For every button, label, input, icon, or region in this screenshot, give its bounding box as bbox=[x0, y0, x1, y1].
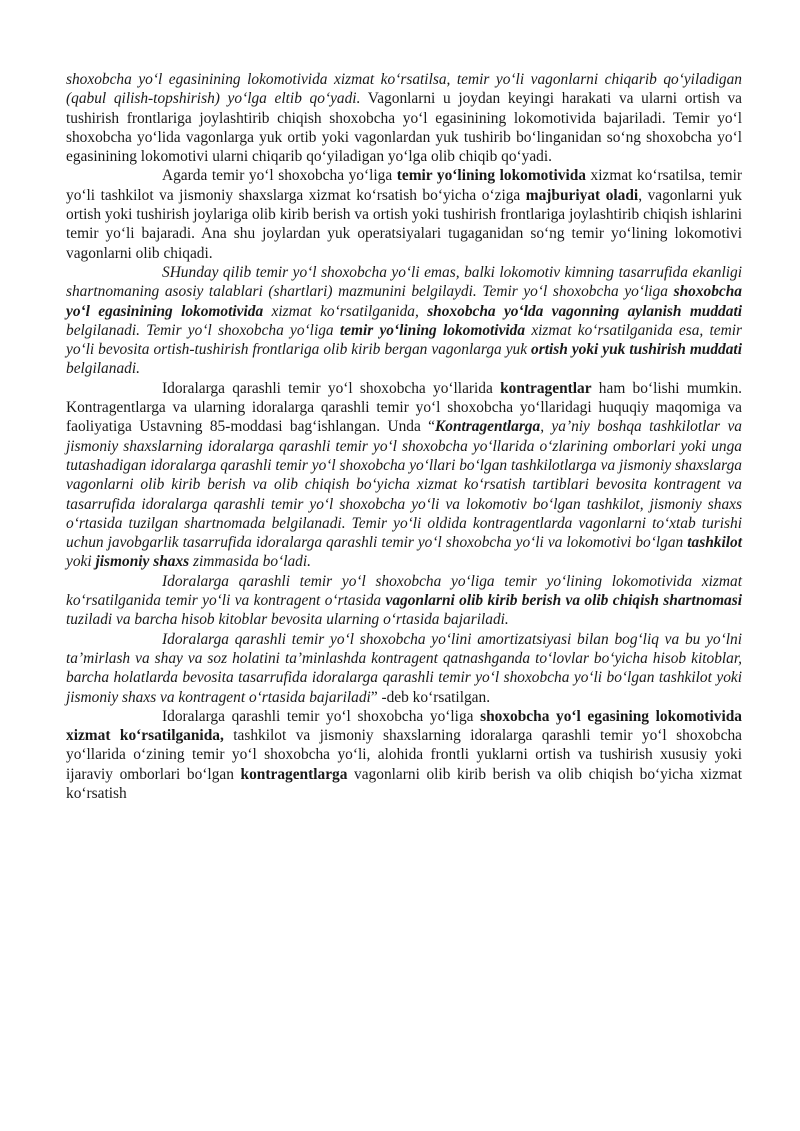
text-run: ham bo‘lishi mumkin. Kontragentlarga va ularning idoralarga qarashli temir yo‘l shoxobcha yo‘llaridagi huquqiy maqomiga va faoliyatiga Ustavning 85-moddasi bag‘ishlangan. Unda “ bbox=[66, 379, 742, 436]
text-run: tuziladi va barcha hisob kitoblar bevosita ularning o‘rtasida bajariladi. bbox=[66, 611, 509, 629]
text-run: SHunday qilib temir yo‘l shoxobcha yo‘li emas, balki lokomotiv kimning tasarrufida ekanligi shartnomaning asosiy talablari (shartlari) mazmunini belgilaydi. Temir yo‘l shoxobcha yo‘liga bbox=[66, 263, 742, 301]
text-run: vagonlarni olib kirib berish va olib chiqish shartnomasi bbox=[385, 592, 743, 610]
text-run: shoxobcha yo‘l egasining lokomotivida xizmat ko‘rsatilganida, bbox=[66, 707, 742, 745]
text-run: ortish yoki yuk tushirish muddati bbox=[531, 341, 742, 359]
text-run: Kontragentlarga bbox=[435, 418, 541, 436]
text-run: Idoralarga qarashli temir yo‘l shoxobcha yo‘lini amortizatsiyasi bilan bog‘liq va bu yo‘lni ta’mirlash va shay va soz holatini ta’minlashda kontragent qatnashganda to‘lovlar bo‘yicha hisob kitoblar, barcha holatlarda bevosita tasarrufida idoralarga qarashli temir yo‘l shoxobcha yo‘li bo‘lgan tashkilot yoki jismoniy shaxs va kontragent o‘rtasida bajariladi bbox=[66, 630, 742, 706]
paragraph-7 bbox=[66, 707, 742, 803]
text-run: temir yo‘lining lokomotivida bbox=[396, 167, 586, 185]
text-run: ” -deb ko‘rsatilgan. bbox=[370, 688, 491, 706]
text-run: Vagonlarni u joydan keyingi harakati va ularni ortish va tushirish frontlariga joylashtirib chiqish shoxobcha yo‘l egasinining lokomotivida bajariladi. Temir yo‘l shoxobcha yo‘lida vagonlarga yuk ortib yoki vagonlardan yuk tushirib bo‘linganidan so‘ng shoxobcha yo‘l egasinining lokomotivi ularni chiqarib qo‘yiladigan yo‘lga olib chiqib qo‘yadi. bbox=[66, 90, 742, 166]
text-run: tashkilot va jismoniy shaxslarning idoralarga qarashli temir yo‘l shoxobcha yo‘llarida o‘zining temir yo‘l shoxobcha yo‘li, alohida frontli yuklarni ortish va tushirish xususiy yoki ijaraviy omborlari bo‘lgan bbox=[66, 727, 742, 783]
text-run: belgilanadi. Temir yo‘l shoxobcha yo‘liga bbox=[66, 321, 340, 339]
text-run: kontragentlarga bbox=[240, 765, 348, 783]
text-run: xizmat ko‘rsatilganida esa, temir yo‘li bevosita ortish-tushirish frontlariga olib kirib bergan vagonlarga yuk bbox=[66, 321, 742, 359]
text-run: belgilanadi. bbox=[66, 360, 140, 378]
text-run: temir yo‘lining lokomotivida bbox=[339, 321, 526, 339]
text-run: , vagonlarni yuk ortish yoki tushirish joylariga olib kirib berish va ortish yoki tushirish frontlariga joylashtirib chiqish ishlarini temir yo‘li bajaradi. Ana shu joylardan yuk operatsiyalari tugaganidan so‘ng temir yo‘lining lokomotivi vagonlarni olib chiqadi. bbox=[66, 186, 743, 262]
paragraph-5 bbox=[66, 572, 742, 630]
text-run: xizmat ko‘rsatilsa, temir yo‘li tashkilot va jismoniy shaxslarga xizmat ko‘rsatish bo‘yicha o‘ziga bbox=[66, 167, 742, 204]
text-run: shoxobcha yo‘lda vagonning aylanish muddati bbox=[427, 302, 742, 320]
document-page bbox=[66, 70, 742, 803]
paragraph-2 bbox=[66, 166, 742, 262]
text-run: jismoniy shaxs bbox=[95, 553, 190, 571]
text-run: zimmasida bo‘ladi. bbox=[189, 553, 311, 571]
text-run: shoxobcha yo‘l egasinining lokomotivida bbox=[66, 283, 742, 320]
text-run: shoxobcha yo‘l egasinining lokomotivida xizmat ko‘rsatilsa, temir yo‘li vagonlarni chiqarib qo‘yiladigan (qabul qilish-topshirish) yo‘lga eltib qo‘yadi. bbox=[66, 71, 742, 108]
paragraph-1 bbox=[66, 70, 742, 166]
paragraph-4 bbox=[66, 379, 742, 572]
text-run: tashkilot bbox=[687, 534, 742, 552]
text-run: Idoralarga qarashli temir yo‘l shoxobcha yo‘liga temir yo‘lining lokomotivida xizmat ko‘rsatilganida temir yo‘li va kontragent o‘rtasida bbox=[66, 572, 742, 610]
text-run: , ya’niy boshqa tashkilotlar va jismoniy shaxslarning idoralarga qarashli temir yo‘l shoxobcha yo‘llarida o‘zlarining omborlari yoki unga tutashadigan idoralarga qarashli temir yo‘l shoxobcha yo‘llari bo‘lgan tashkilotlarga va jismoniy shaxslarga vagonlarni olib kirib berish va olib chiqish bo‘yicha xizmat ko‘rsatish tartiblari bevosita kontragent va tasarrufida idoralarga qarashli temir yo‘l shoxobcha yo‘li va lokomotiv bo‘lgan tashkilot, jismoniy shaxs o‘rtasida tuzilgan shartnomada belgilanadi. Temir yo‘li oldida kontragentlarda vagonlarni to‘xtab turishi uchun javobgarlik tasarrufida idoralarga qarashli temir yo‘l shoxobcha yo‘li va lokomotivi bo‘lgan bbox=[66, 418, 742, 552]
text-run: yoki bbox=[66, 553, 96, 571]
text-run: majburiyat oladi bbox=[525, 186, 639, 204]
text-run: kontragentlar bbox=[500, 379, 592, 397]
text-run: Idoralarga qarashli temir yo‘l shoxobcha yo‘llarida bbox=[162, 379, 501, 397]
paragraph-3 bbox=[66, 263, 742, 379]
text-run: Idoralarga qarashli temir yo‘l shoxobcha yo‘liga bbox=[162, 707, 481, 725]
paragraph-6 bbox=[66, 630, 742, 707]
text-run: vagonlarni olib kirib berish va olib chiqish bo‘yicha xizmat ko‘rsatish bbox=[66, 765, 742, 802]
text-run: Agarda temir yo‘l shoxobcha yo‘liga bbox=[162, 167, 397, 185]
text-run: xizmat ko‘rsatilganida, bbox=[263, 302, 428, 320]
